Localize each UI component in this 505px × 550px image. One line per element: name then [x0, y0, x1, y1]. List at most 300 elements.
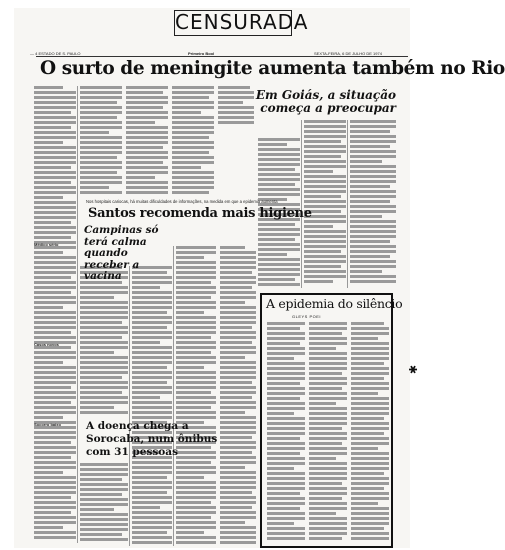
text-line [34, 386, 71, 389]
text-line [34, 271, 76, 274]
side-head: Médico sério [34, 242, 59, 247]
text-line [258, 233, 300, 236]
text-line [309, 402, 336, 405]
text-line [351, 387, 389, 390]
text-line [80, 341, 128, 344]
text-line [218, 116, 254, 119]
text-line [350, 180, 396, 183]
text-line [80, 91, 122, 94]
text-line [132, 396, 160, 399]
text-line [80, 141, 122, 144]
text-line [350, 175, 396, 178]
text-line [80, 181, 122, 184]
text-line [309, 497, 342, 500]
text-line [80, 361, 128, 364]
text-line [258, 173, 300, 176]
text-line [220, 341, 252, 344]
text-line [351, 507, 389, 510]
column-divider [347, 120, 348, 288]
text-line [351, 377, 384, 380]
text-line [258, 273, 300, 276]
text-line [350, 270, 382, 273]
text-line [220, 541, 256, 544]
text-line [309, 437, 347, 440]
text-line [80, 171, 117, 174]
text-line [258, 238, 295, 241]
text-line [34, 161, 76, 164]
text-line [267, 522, 294, 525]
text-line [34, 381, 76, 384]
text-line [350, 280, 396, 283]
text-line [176, 486, 216, 489]
text-line [34, 156, 76, 159]
text-line [34, 266, 76, 269]
text-line [309, 422, 347, 425]
text-line [176, 506, 216, 509]
text-line [34, 281, 76, 284]
text-line [132, 486, 172, 489]
text-line [34, 166, 71, 169]
text-line [309, 427, 342, 430]
text-line [80, 176, 122, 179]
text-line [220, 371, 256, 374]
text-line [80, 306, 128, 309]
text-line [34, 476, 76, 479]
text-line [176, 381, 216, 384]
text-line [34, 486, 76, 489]
text-line [176, 261, 216, 264]
text-line [80, 311, 128, 314]
text-line [267, 392, 305, 395]
text-line [220, 486, 256, 489]
text-line [267, 467, 294, 470]
text-line [350, 200, 390, 203]
text-line [34, 316, 76, 319]
text-line [132, 496, 172, 499]
text-line [351, 432, 384, 435]
text-line [126, 101, 168, 104]
text-line [267, 357, 294, 360]
text-line [350, 210, 396, 213]
text-line [176, 521, 216, 524]
text-line [126, 91, 163, 94]
text-line [34, 211, 76, 214]
text-line [351, 517, 389, 520]
text-line [34, 86, 63, 89]
headline-campinas: Campinas só terá calma quando receber a vacina [84, 224, 159, 283]
text-line [176, 411, 216, 414]
text-line [309, 527, 347, 530]
text-line [350, 140, 396, 143]
text-line [258, 228, 300, 231]
text-line [267, 457, 305, 460]
text-line [309, 417, 347, 420]
text-line [172, 186, 214, 189]
text-line [80, 513, 128, 516]
text-line [220, 351, 256, 354]
text-line [267, 447, 305, 450]
text-line [34, 526, 63, 529]
column-divider [129, 266, 130, 546]
text-line [34, 471, 63, 474]
text-line [34, 301, 76, 304]
text-line [267, 507, 300, 510]
text-line [220, 271, 252, 274]
text-line [309, 347, 336, 350]
text-line [304, 160, 346, 163]
text-line [351, 382, 389, 385]
text-line [132, 291, 172, 294]
text-line [80, 533, 122, 536]
text-line [304, 150, 346, 153]
text-line [304, 120, 346, 123]
text-line [258, 188, 300, 191]
text-line [80, 296, 114, 299]
text-line [351, 412, 389, 415]
text-line [267, 367, 305, 370]
side-head: Casos novos [34, 342, 59, 347]
text-line [309, 452, 347, 455]
text-line [309, 357, 347, 360]
text-line [132, 361, 172, 364]
text-line [132, 336, 172, 339]
text-line [309, 502, 347, 505]
text-line [34, 441, 71, 444]
text-line [267, 417, 305, 420]
text-line [132, 506, 160, 509]
text-line [309, 362, 347, 365]
text-line [34, 291, 71, 294]
text-line [34, 466, 76, 469]
text-line [267, 342, 300, 345]
text-line [258, 253, 287, 256]
text-line [80, 483, 128, 486]
text-line [34, 436, 76, 439]
column-9 [80, 266, 128, 418]
text-line [132, 516, 172, 519]
text-line [258, 148, 300, 151]
text-line [267, 412, 294, 415]
text-line [220, 391, 256, 394]
text-line [304, 225, 333, 228]
text-line [309, 327, 347, 330]
text-line [220, 396, 252, 399]
text-line [34, 496, 71, 499]
text-line [80, 478, 122, 481]
text-line [309, 467, 347, 470]
text-line [34, 176, 76, 179]
text-line [132, 301, 172, 304]
text-line [304, 175, 346, 178]
text-line [176, 291, 216, 294]
text-line [176, 466, 216, 469]
folio-center: Primeiro Bool [188, 51, 215, 56]
text-line [176, 516, 211, 519]
side-head: Socorro baixo [34, 422, 61, 427]
text-line [220, 301, 245, 304]
text-line [176, 406, 211, 409]
text-line [220, 256, 256, 259]
text-line [220, 386, 256, 389]
text-line [220, 401, 256, 404]
text-line [267, 527, 305, 530]
text-line [34, 216, 76, 219]
teaser-line: Nos hospitais cariocas, há muitas dificuldades de informações, na medida em que a epidemia aumenta [86, 199, 278, 204]
text-line [80, 406, 114, 409]
text-line [80, 386, 128, 389]
text-line [220, 381, 252, 384]
text-line [350, 275, 396, 278]
text-line [126, 161, 163, 164]
column-8 [350, 120, 396, 288]
text-line [132, 406, 172, 409]
text-line [176, 391, 211, 394]
text-line [176, 491, 216, 494]
text-line [34, 181, 71, 184]
text-line [80, 351, 114, 354]
text-line [34, 251, 63, 254]
text-line [34, 221, 71, 224]
text-line [34, 306, 63, 309]
text-line [34, 456, 71, 459]
text-line [34, 451, 76, 454]
text-line [172, 151, 209, 154]
text-line [126, 191, 168, 194]
text-line [176, 346, 216, 349]
text-line [176, 541, 216, 544]
text-line [132, 511, 172, 514]
text-line [80, 508, 114, 511]
folio-left: — 4 ESTADO DE S. PAULO [30, 51, 81, 56]
text-line [351, 442, 389, 445]
text-line [34, 446, 76, 449]
text-line [350, 255, 390, 258]
text-line [267, 532, 305, 535]
text-line [304, 130, 346, 133]
folio-right: SEXTA-FEIRA, 6 DE JULHO DE 1974 [314, 51, 382, 56]
text-line [34, 276, 71, 279]
text-line [350, 135, 396, 138]
text-line [351, 352, 389, 355]
text-line [351, 417, 384, 420]
text-line [80, 523, 128, 526]
text-line [258, 138, 300, 141]
text-line [34, 361, 63, 364]
censored-stamp: CENSURADA [175, 10, 309, 34]
text-line [132, 381, 167, 384]
text-line [34, 111, 71, 114]
text-line [309, 507, 347, 510]
text-line [132, 491, 167, 494]
text-line [176, 341, 216, 344]
text-line [267, 487, 305, 490]
text-line [80, 111, 122, 114]
text-line [309, 457, 336, 460]
text-line [172, 111, 201, 114]
text-line [80, 493, 122, 496]
text-line [304, 195, 341, 198]
text-line [351, 322, 384, 325]
text-line [267, 452, 300, 455]
text-line [132, 416, 172, 419]
text-line [132, 531, 167, 534]
text-line [34, 366, 76, 369]
text-line [350, 265, 396, 268]
text-line [267, 387, 305, 390]
text-line [126, 186, 168, 189]
text-line [34, 411, 76, 414]
text-line [220, 266, 256, 269]
text-line [172, 146, 214, 149]
text-line [351, 362, 384, 365]
text-line [80, 121, 122, 124]
text-line [309, 512, 336, 515]
text-line [267, 322, 305, 325]
text-line [34, 106, 76, 109]
text-line [132, 286, 160, 289]
text-line [220, 251, 256, 254]
text-line [220, 361, 256, 364]
text-line [304, 190, 346, 193]
text-line [80, 161, 122, 164]
text-line [176, 416, 216, 419]
text-line [309, 352, 347, 355]
text-line [132, 541, 172, 544]
text-line [267, 332, 305, 335]
text-line [350, 130, 390, 133]
text-line [172, 86, 214, 89]
text-line [132, 481, 172, 484]
text-line [80, 191, 122, 194]
text-line [309, 442, 342, 445]
text-line [351, 447, 378, 450]
text-line [34, 431, 76, 434]
column-7 [304, 120, 346, 288]
text-line [350, 155, 396, 158]
text-line [258, 278, 295, 281]
text-line [176, 301, 216, 304]
column-2 [80, 86, 122, 196]
text-line [258, 223, 295, 226]
text-line [176, 256, 204, 259]
text-line [220, 276, 256, 279]
text-line [34, 531, 76, 534]
text-line [304, 280, 333, 283]
text-line [350, 195, 396, 198]
text-line [80, 336, 122, 339]
text-line [267, 372, 305, 375]
text-line [304, 165, 346, 168]
text-line [34, 206, 76, 209]
text-line [34, 91, 76, 94]
archive-mark-icon: ✱ [406, 364, 420, 375]
box-column-3 [351, 322, 389, 544]
text-line [309, 322, 347, 325]
text-line [350, 120, 396, 123]
text-line [350, 190, 396, 193]
box-column-1 [267, 322, 305, 544]
text-line [309, 472, 347, 475]
text-line [220, 411, 245, 414]
text-line [80, 381, 128, 384]
text-line [351, 422, 389, 425]
text-line [132, 411, 172, 414]
text-line [176, 281, 211, 284]
text-line [351, 332, 389, 335]
text-line [351, 467, 389, 470]
text-line [132, 476, 167, 479]
text-line [176, 396, 216, 399]
text-line [258, 263, 300, 266]
text-line [126, 176, 155, 179]
text-line [132, 311, 167, 314]
text-line [258, 143, 287, 146]
text-line [220, 406, 256, 409]
text-line [126, 86, 168, 89]
text-line [304, 235, 346, 238]
text-line [350, 225, 396, 228]
text-line [267, 537, 305, 540]
text-line [34, 321, 76, 324]
text-line [34, 186, 76, 189]
text-line [34, 371, 76, 374]
text-line [34, 191, 76, 194]
text-line [34, 536, 76, 539]
text-line [220, 261, 256, 264]
text-line [267, 502, 305, 505]
text-line [80, 186, 109, 189]
text-line [80, 371, 128, 374]
box-byline: GLEYS POEI [292, 314, 322, 319]
text-line [220, 281, 256, 284]
text-line [309, 337, 347, 340]
text-line [126, 151, 168, 154]
column-3 [126, 86, 168, 196]
text-line [351, 497, 389, 500]
text-line [80, 391, 122, 394]
text-line [172, 181, 214, 184]
text-line [132, 391, 172, 394]
text-line [220, 321, 256, 324]
text-line [34, 501, 76, 504]
top-rule [36, 56, 408, 57]
text-line [309, 532, 347, 535]
text-line [220, 416, 256, 419]
text-line [267, 362, 305, 365]
text-line [80, 468, 128, 471]
text-line [267, 427, 305, 430]
text-line [132, 341, 160, 344]
text-line [309, 482, 342, 485]
text-line [172, 91, 214, 94]
text-line [80, 488, 128, 491]
text-line [176, 266, 216, 269]
text-line [309, 407, 347, 410]
text-line [126, 171, 168, 174]
text-line [220, 506, 252, 509]
text-line [258, 168, 295, 171]
text-line [176, 361, 216, 364]
text-line [80, 326, 128, 329]
text-line [80, 126, 122, 129]
text-line [220, 331, 256, 334]
text-line [34, 516, 76, 519]
text-line [267, 472, 305, 475]
text-line [132, 461, 172, 464]
text-line [80, 538, 128, 541]
text-line [351, 472, 384, 475]
text-line [34, 136, 76, 139]
